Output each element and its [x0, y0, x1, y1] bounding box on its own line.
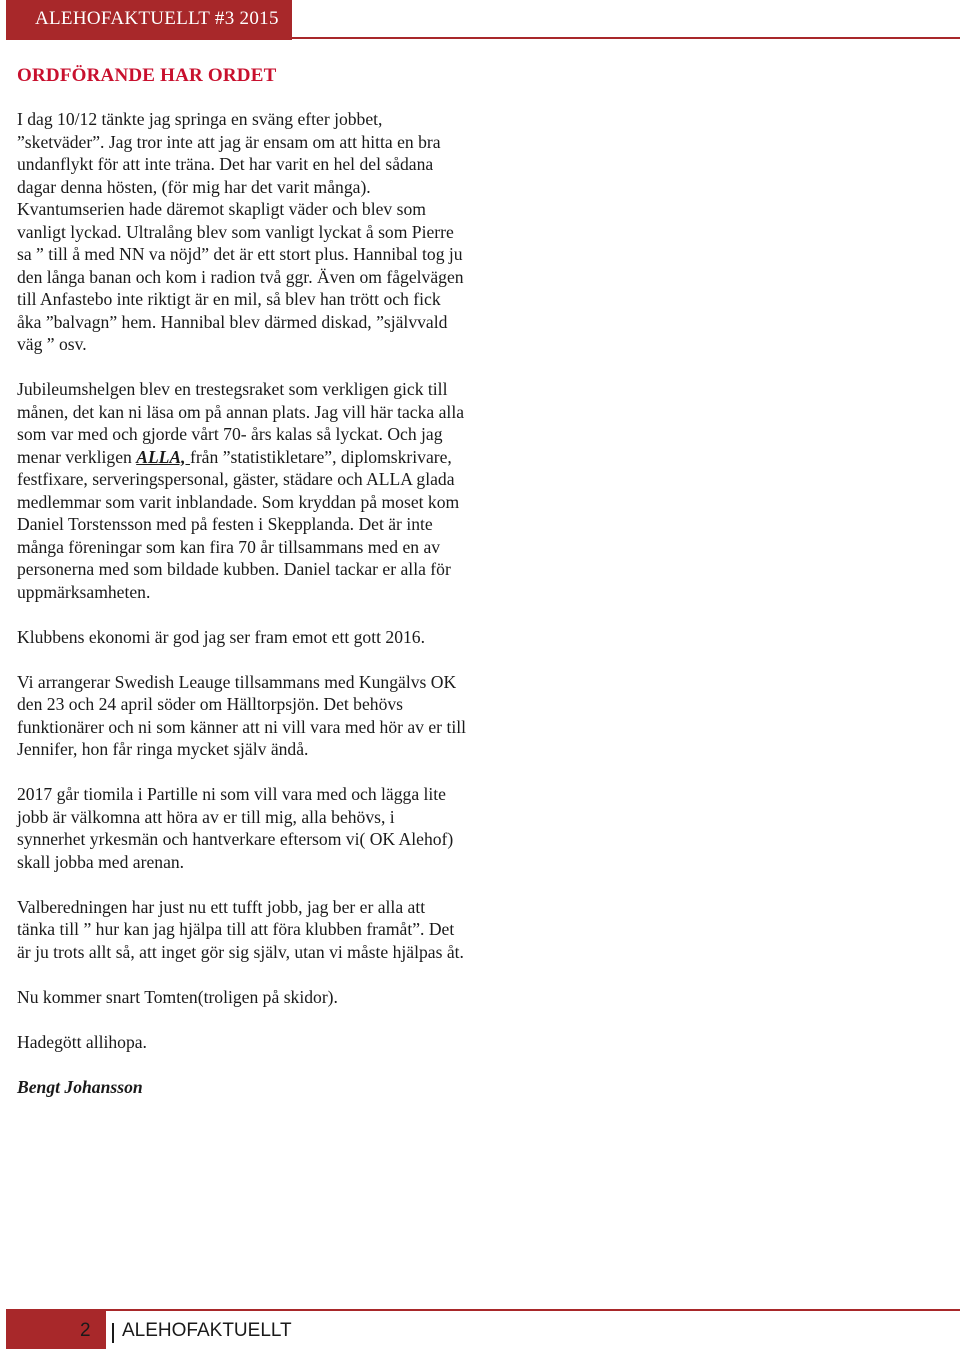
footer-red-block	[6, 1309, 106, 1349]
header-rule	[292, 37, 960, 39]
paragraph-8: Hadegött allihopa.	[17, 1031, 147, 1052]
paragraph-2-end: från ”statistikletare”, diplomskrivare, festfixare, serveringspersonal, gäster, städare och ALLA glada medlemmar som varit inblandade. Som kryddan på moset kom Daniel Torstensson med på festen i Skepplanda. Det är inte många föreningar som kan fira 70 år tillsammans med en av personerna med som bildade kubben. Daniel tackar er alla för uppmärksamheten.	[17, 446, 460, 602]
header-title: ALEHOFAKTUELLT #3 2015	[35, 8, 279, 29]
paragraph-2	[17, 378, 467, 603]
page-header	[0, 0, 960, 40]
paragraph-2-start: Jubileumshelgen blev en trestegsraket som verkligen gick till månen, det kan ni läsa om på annan plats. Jag vill här tacka alla som var med och gjorde vårt 70- års kalas så lyckat. Och jag menar verkligen	[17, 379, 465, 467]
footer-title: ALEHOFAKTUELLT	[122, 1320, 292, 1341]
signature: Bengt Johansson	[17, 1076, 143, 1097]
footer-rule	[106, 1309, 960, 1311]
page-number: 2	[80, 1320, 91, 1341]
paragraph-6: Valberedningen har just nu ett tufft jobb, jag ber er alla att tänka till ” hur kan jag hjälpa till att föra klubben framåt”. Det är ju trots allt så, att inget gör sig själv, utan vi måste hjälpas åt.	[17, 896, 464, 962]
footer-separator	[112, 1323, 114, 1343]
article-body	[17, 64, 467, 1098]
article-heading: ORDFÖRANDE HAR ORDET	[17, 65, 277, 86]
paragraph-4: Vi arrangerar Swedish Leauge tillsammans med Kungälvs OK den 23 och 24 april söder om Hälltorpsjön. Det behövs funktionärer och ni som känner att ni vill vara med hör av er till Jennifer, hon får ringa mycket själv ändå.	[17, 671, 466, 759]
emphasis-alla: ALLA,	[136, 446, 190, 467]
paragraph-5: 2017 går tiomila i Partille ni som vill vara med och lägga lite jobb är välkomna att höra av er till mig, alla behövs, i synnerhet yrkesmän och hantverkare eftersom vi( OK Alehof) skall jobba med arenan.	[17, 784, 454, 872]
page-footer	[0, 1309, 960, 1353]
paragraph-1: I dag 10/12 tänkte jag springa en sväng efter jobbet, ”sketväder”. Jag tror inte att jag är ensam om att hitta en bra undanflykt för att inte träna. Det har varit en hel del sådana dagar denna hösten, (för mig har det varit många). Kvantumserien hade däremot skapligt väder och blev som vanligt lyckad. Ultralång blev som vanligt lyckat å som Pierre sa ” till å med NN va nöjd” det är ett stort plus. Hannibal tog ju den långa banan och kom i radion två ggr. Även om fågelvägen till Anfastebo inte riktigt är en mil, så blev han trött och fick åka ”balvagn” hem. Hannibal blev därmed diskad, ”självvald väg ” osv.	[17, 109, 464, 354]
paragraph-3: Klubbens ekonomi är god jag ser fram emot ett gott 2016.	[17, 626, 425, 647]
paragraph-7: Nu kommer snart Tomten(troligen på skidor).	[17, 986, 338, 1007]
